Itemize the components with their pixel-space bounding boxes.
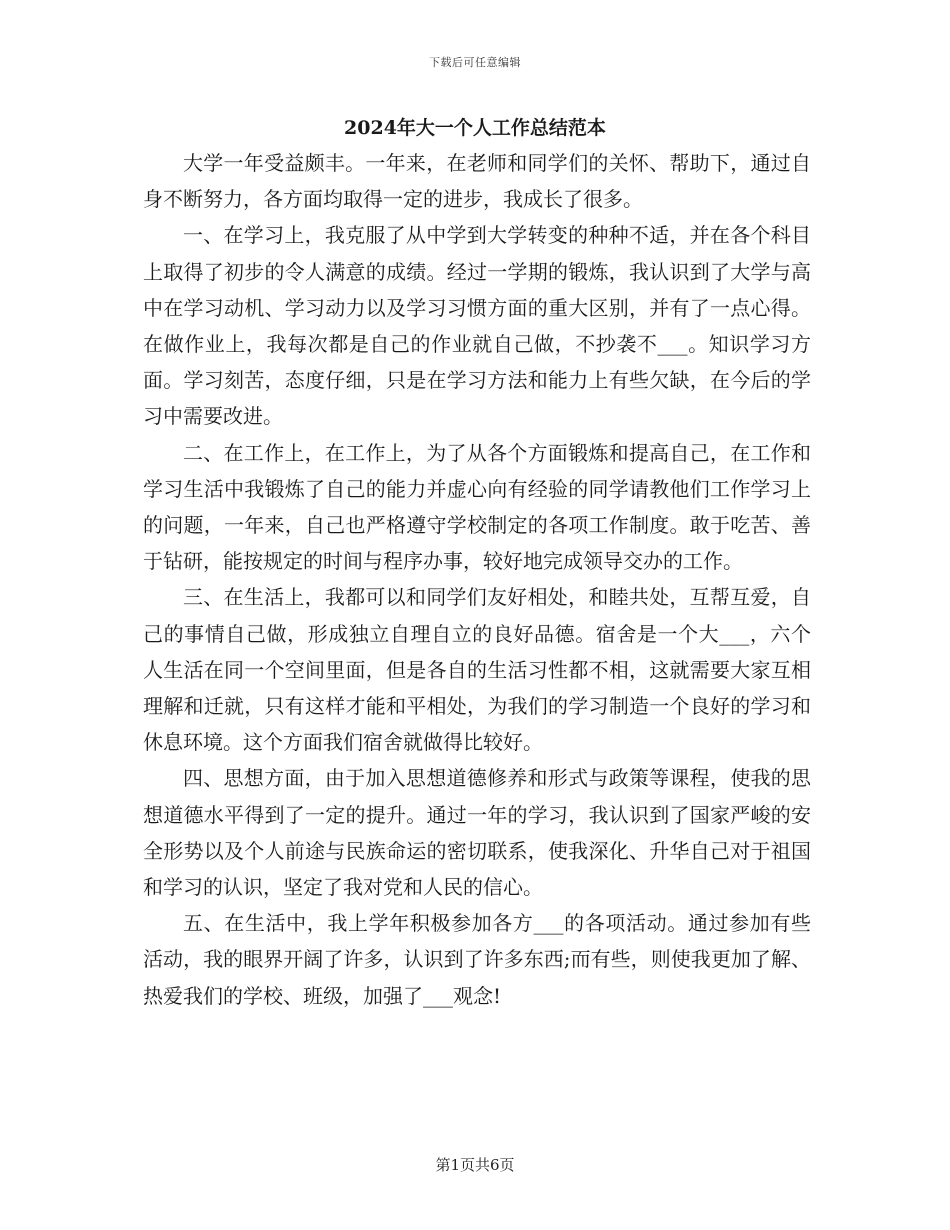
paragraph-intro: 大学一年受益颇丰。一年来，在老师和同学们的关怀、帮助下，通过自身不断努力，各方面均取得一定的进步，我成长了很多。	[143, 151, 811, 212]
paragraph-activities: 五、在生活中，我上学年积极参加各方___的各项活动。通过参加有些活动，我的眼界开阔了许多，认识到了许多东西;而有些，则使我更加了解、热爱我们的学校、班级，加强了___观念!	[143, 911, 811, 1008]
paragraph-work: 二、在工作上，在工作上，为了从各个方面锻炼和提高自己，在工作和学习生活中我锻炼了自己的能力并虚心向有经验的同学请教他们工作学习上的问题，一年来，自己也严格遵守学校制定的各项工作制度。敢于吃苦、善于钻研，能按规定的时间与程序办事，较好地完成领导交办的工作。	[143, 440, 811, 574]
paragraph-thought: 四、思想方面，由于加入思想道德修养和形式与政策等课程，使我的思想道德水平得到了一定的提升。通过一年的学习，我认识到了国家严峻的安全形势以及个人前途与民族命运的密切联系，使我深化、升华自己对于祖国和学习的认识，坚定了我对党和人民的信心。	[143, 766, 811, 900]
page-header-note: 下载后可任意编辑	[429, 56, 521, 69]
paragraph-life: 三、在生活上，我都可以和同学们友好相处，和睦共处，互帮互爱，自己的事情自己做，形成独立自理自立的良好品德。宿舍是一个大___，六个人生活在同一个空间里面，但是各自的生活习性都不相，这就需要大家互相理解和迁就，只有这样才能和平相处，为我们的学习制造一个良好的学习和休息环境。这个方面我们宿舍就做得比较好。	[143, 585, 811, 755]
document-title: 2024年大一个人工作总结范本	[344, 117, 606, 139]
page-number: 第1页共6页	[435, 1156, 515, 1174]
paragraph-study: 一、在学习上，我克服了从中学到大学转变的种种不适，并在各个科目上取得了初步的令人满意的成绩。经过一学期的锻炼，我认识到了大学与高中在学习动机、学习动力以及学习习惯方面的重大区别，并有了一点心得。在做作业上，我每次都是自己的作业就自己做，不抄袭不___。知识学习方面。学习刻苦，态度仔细，只是在学习方法和能力上有些欠缺，在今后的学习中需要改进。	[143, 223, 811, 429]
document-body	[143, 145, 811, 1014]
